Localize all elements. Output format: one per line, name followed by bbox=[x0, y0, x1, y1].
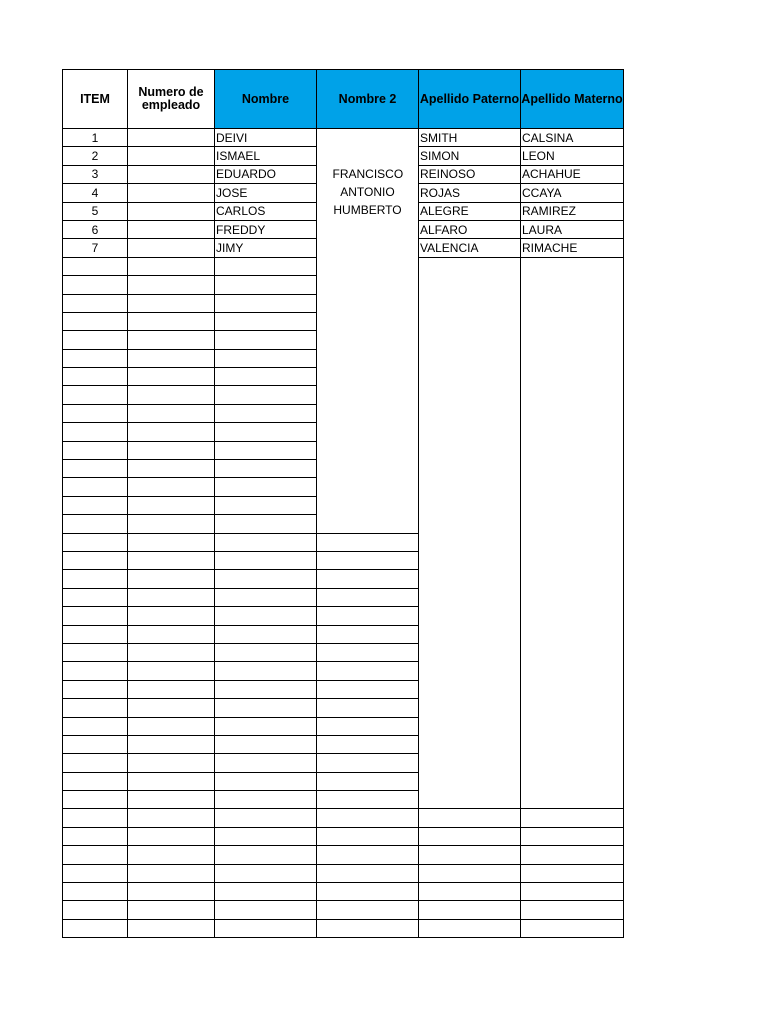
table-row bbox=[63, 846, 624, 864]
nombre-cell[interactable] bbox=[215, 515, 317, 533]
nombre-cell[interactable]: CARLOS bbox=[215, 202, 317, 220]
nombre-cell[interactable]: EDUARDO bbox=[215, 165, 317, 183]
header-nombre[interactable]: Nombre bbox=[215, 70, 317, 129]
nombre-cell[interactable]: FREDDY bbox=[215, 220, 317, 238]
item-cell[interactable] bbox=[63, 404, 128, 422]
nombre-cell[interactable] bbox=[215, 551, 317, 569]
apellido-paterno-merged-cell[interactable] bbox=[419, 257, 521, 809]
item-cell[interactable] bbox=[63, 772, 128, 790]
item-cell[interactable] bbox=[63, 643, 128, 661]
item-cell[interactable] bbox=[63, 368, 128, 386]
nombre-cell[interactable]: JIMY bbox=[215, 239, 317, 257]
item-cell[interactable] bbox=[63, 791, 128, 809]
numero-empleado-cell[interactable] bbox=[128, 827, 215, 845]
item-cell[interactable] bbox=[63, 735, 128, 753]
apellido-materno-cell[interactable]: RIMACHE bbox=[521, 239, 624, 257]
numero-empleado-cell[interactable] bbox=[128, 423, 215, 441]
nombre-2-cell[interactable] bbox=[317, 827, 419, 845]
apellido-materno-cell[interactable]: ACHAHUE bbox=[521, 165, 624, 183]
nombre-cell[interactable] bbox=[215, 919, 317, 937]
nombre-cell[interactable] bbox=[215, 404, 317, 422]
nombre-cell[interactable] bbox=[215, 680, 317, 698]
item-cell[interactable] bbox=[63, 386, 128, 404]
item-cell[interactable] bbox=[63, 809, 128, 827]
numero-empleado-cell[interactable] bbox=[128, 643, 215, 661]
apellido-materno-cell[interactable] bbox=[521, 919, 624, 937]
numero-empleado-cell[interactable] bbox=[128, 404, 215, 422]
numero-empleado-cell[interactable] bbox=[128, 772, 215, 790]
numero-empleado-cell[interactable] bbox=[128, 331, 215, 349]
nombre-2-value: FRANCISCO ANTONIO HUMBERTO bbox=[332, 167, 404, 217]
table-row bbox=[63, 919, 624, 937]
item-cell[interactable]: 6 bbox=[63, 220, 128, 238]
nombre-cell[interactable] bbox=[215, 662, 317, 680]
nombre-cell[interactable] bbox=[215, 735, 317, 753]
nombre-2-cell[interactable] bbox=[317, 607, 419, 625]
item-cell[interactable] bbox=[63, 478, 128, 496]
nombre-2-cell[interactable] bbox=[317, 625, 419, 643]
nombre-cell[interactable]: ISMAEL bbox=[215, 147, 317, 165]
numero-empleado-cell[interactable] bbox=[128, 460, 215, 478]
nombre-2-cell[interactable] bbox=[317, 864, 419, 882]
item-cell[interactable]: 3 bbox=[63, 165, 128, 183]
item-cell[interactable] bbox=[63, 294, 128, 312]
apellido-materno-cell[interactable]: CALSINA bbox=[521, 129, 624, 147]
nombre-cell[interactable] bbox=[215, 496, 317, 514]
table-row bbox=[63, 809, 624, 827]
numero-empleado-cell[interactable] bbox=[128, 220, 215, 238]
numero-empleado-cell[interactable] bbox=[128, 864, 215, 882]
numero-empleado-cell[interactable] bbox=[128, 257, 215, 275]
numero-empleado-cell[interactable] bbox=[128, 570, 215, 588]
apellido-materno-cell[interactable]: CCAYA bbox=[521, 184, 624, 202]
apellido-materno-cell[interactable]: RAMIREZ bbox=[521, 202, 624, 220]
header-apellido-materno[interactable]: Apellido Materno bbox=[521, 70, 624, 129]
nombre-cell[interactable] bbox=[215, 846, 317, 864]
table-row bbox=[63, 864, 624, 882]
item-cell[interactable] bbox=[63, 423, 128, 441]
numero-empleado-cell[interactable] bbox=[128, 551, 215, 569]
nombre-cell[interactable] bbox=[215, 699, 317, 717]
item-cell[interactable] bbox=[63, 515, 128, 533]
table-row bbox=[63, 883, 624, 901]
numero-empleado-cell[interactable] bbox=[128, 129, 215, 147]
header-numero-empleado[interactable]: Numero de empleado bbox=[128, 70, 215, 129]
nombre-cell[interactable] bbox=[215, 864, 317, 882]
item-cell[interactable] bbox=[63, 496, 128, 514]
nombre-cell[interactable]: DEIVI bbox=[215, 129, 317, 147]
apellido-materno-cell[interactable]: LAURA bbox=[521, 220, 624, 238]
numero-empleado-cell[interactable] bbox=[128, 662, 215, 680]
item-cell[interactable] bbox=[63, 919, 128, 937]
apellido-materno-cell[interactable] bbox=[521, 827, 624, 845]
nombre-cell[interactable]: JOSE bbox=[215, 184, 317, 202]
nombre-2-cell[interactable] bbox=[317, 735, 419, 753]
nombre-cell[interactable] bbox=[215, 570, 317, 588]
table-body bbox=[63, 70, 624, 938]
nombre-cell[interactable] bbox=[215, 588, 317, 606]
item-cell[interactable] bbox=[63, 276, 128, 294]
table-row bbox=[63, 901, 624, 919]
numero-empleado-cell[interactable] bbox=[128, 809, 215, 827]
nombre-2-cell[interactable] bbox=[317, 846, 419, 864]
numero-empleado-cell[interactable] bbox=[128, 717, 215, 735]
item-cell[interactable] bbox=[63, 533, 128, 551]
item-cell[interactable]: 1 bbox=[63, 129, 128, 147]
apellido-paterno-cell[interactable]: VALENCIA bbox=[419, 239, 521, 257]
employee-table bbox=[62, 69, 624, 938]
numero-empleado-cell[interactable] bbox=[128, 276, 215, 294]
apellido-materno-cell[interactable] bbox=[521, 883, 624, 901]
item-cell[interactable] bbox=[63, 607, 128, 625]
item-cell[interactable] bbox=[63, 551, 128, 569]
nombre-cell[interactable] bbox=[215, 368, 317, 386]
nombre-cell[interactable] bbox=[215, 294, 317, 312]
nombre-2-cell[interactable] bbox=[317, 754, 419, 772]
numero-empleado-cell[interactable] bbox=[128, 386, 215, 404]
item-cell[interactable]: 5 bbox=[63, 202, 128, 220]
nombre-cell[interactable] bbox=[215, 331, 317, 349]
apellido-paterno-cell[interactable]: ALFARO bbox=[419, 220, 521, 238]
header-apellido-paterno[interactable]: Apellido Paterno bbox=[419, 70, 521, 129]
numero-empleado-cell[interactable] bbox=[128, 165, 215, 183]
numero-empleado-cell[interactable] bbox=[128, 533, 215, 551]
nombre-cell[interactable] bbox=[215, 717, 317, 735]
apellido-materno-cell[interactable] bbox=[521, 864, 624, 882]
item-cell[interactable] bbox=[63, 754, 128, 772]
numero-empleado-cell[interactable] bbox=[128, 294, 215, 312]
nombre-cell[interactable] bbox=[215, 883, 317, 901]
nombre-2-cell[interactable] bbox=[317, 901, 419, 919]
numero-empleado-cell[interactable] bbox=[128, 147, 215, 165]
nombre-2-cell[interactable] bbox=[317, 809, 419, 827]
apellido-materno-cell[interactable] bbox=[521, 809, 624, 827]
numero-empleado-cell[interactable] bbox=[128, 368, 215, 386]
apellido-paterno-cell[interactable] bbox=[419, 883, 521, 901]
nombre-cell[interactable] bbox=[215, 478, 317, 496]
table-row bbox=[63, 827, 624, 845]
nombre-cell[interactable] bbox=[215, 607, 317, 625]
numero-empleado-cell[interactable] bbox=[128, 441, 215, 459]
numero-empleado-cell[interactable] bbox=[128, 791, 215, 809]
apellido-paterno-cell[interactable] bbox=[419, 919, 521, 937]
numero-empleado-cell[interactable] bbox=[128, 515, 215, 533]
item-cell[interactable] bbox=[63, 460, 128, 478]
numero-empleado-cell[interactable] bbox=[128, 699, 215, 717]
apellido-paterno-cell[interactable]: SMITH bbox=[419, 129, 521, 147]
item-cell[interactable] bbox=[63, 588, 128, 606]
apellido-paterno-cell[interactable] bbox=[419, 901, 521, 919]
item-cell[interactable] bbox=[63, 717, 128, 735]
apellido-paterno-cell[interactable]: ROJAS bbox=[419, 184, 521, 202]
item-cell[interactable] bbox=[63, 901, 128, 919]
numero-empleado-cell[interactable] bbox=[128, 754, 215, 772]
nombre-2-cell[interactable] bbox=[317, 772, 419, 790]
apellido-paterno-cell[interactable]: ALEGRE bbox=[419, 202, 521, 220]
item-cell[interactable]: 7 bbox=[63, 239, 128, 257]
nombre-cell[interactable] bbox=[215, 423, 317, 441]
header-nombre-2[interactable]: Nombre 2 bbox=[317, 70, 419, 129]
item-cell[interactable] bbox=[63, 662, 128, 680]
apellido-paterno-cell[interactable] bbox=[419, 827, 521, 845]
nombre-cell[interactable] bbox=[215, 312, 317, 330]
nombre-cell[interactable] bbox=[215, 643, 317, 661]
nombre-2-cell[interactable] bbox=[317, 662, 419, 680]
numero-empleado-cell[interactable] bbox=[128, 184, 215, 202]
item-cell[interactable] bbox=[63, 680, 128, 698]
item-cell[interactable]: 4 bbox=[63, 184, 128, 202]
nombre-cell[interactable] bbox=[215, 901, 317, 919]
nombre-2-cell[interactable] bbox=[317, 551, 419, 569]
numero-empleado-cell[interactable] bbox=[128, 846, 215, 864]
nombre-cell[interactable] bbox=[215, 791, 317, 809]
item-cell[interactable] bbox=[63, 570, 128, 588]
nombre-2-cell[interactable] bbox=[317, 699, 419, 717]
nombre-2-cell[interactable] bbox=[317, 717, 419, 735]
numero-empleado-cell[interactable] bbox=[128, 496, 215, 514]
numero-empleado-cell[interactable] bbox=[128, 883, 215, 901]
table-row bbox=[63, 129, 624, 147]
nombre-2-cell[interactable] bbox=[317, 643, 419, 661]
header-row bbox=[63, 70, 624, 129]
item-cell[interactable] bbox=[63, 827, 128, 845]
item-cell[interactable] bbox=[63, 864, 128, 882]
apellido-materno-cell[interactable] bbox=[521, 901, 624, 919]
numero-empleado-cell[interactable] bbox=[128, 202, 215, 220]
header-item[interactable]: ITEM bbox=[63, 70, 128, 129]
apellido-paterno-cell[interactable]: SIMON bbox=[419, 147, 521, 165]
nombre-cell[interactable] bbox=[215, 386, 317, 404]
apellido-materno-cell[interactable]: LEON bbox=[521, 147, 624, 165]
numero-empleado-cell[interactable] bbox=[128, 478, 215, 496]
nombre-2-cell[interactable] bbox=[317, 570, 419, 588]
numero-empleado-cell[interactable] bbox=[128, 901, 215, 919]
nombre-cell[interactable] bbox=[215, 441, 317, 459]
nombre-cell[interactable] bbox=[215, 276, 317, 294]
numero-empleado-cell[interactable] bbox=[128, 239, 215, 257]
nombre-cell[interactable] bbox=[215, 809, 317, 827]
apellido-materno-cell[interactable] bbox=[521, 846, 624, 864]
numero-empleado-cell[interactable] bbox=[128, 919, 215, 937]
item-cell[interactable] bbox=[63, 312, 128, 330]
item-cell[interactable] bbox=[63, 846, 128, 864]
numero-empleado-cell[interactable] bbox=[128, 312, 215, 330]
item-cell[interactable] bbox=[63, 699, 128, 717]
nombre-cell[interactable] bbox=[215, 625, 317, 643]
apellido-paterno-cell[interactable] bbox=[419, 846, 521, 864]
apellido-paterno-cell[interactable]: REINOSO bbox=[419, 165, 521, 183]
numero-empleado-cell[interactable] bbox=[128, 735, 215, 753]
nombre-cell[interactable] bbox=[215, 460, 317, 478]
apellido-paterno-cell[interactable] bbox=[419, 809, 521, 827]
numero-empleado-cell[interactable] bbox=[128, 607, 215, 625]
item-cell[interactable] bbox=[63, 349, 128, 367]
numero-empleado-cell[interactable] bbox=[128, 680, 215, 698]
apellido-paterno-cell[interactable] bbox=[419, 864, 521, 882]
nombre-2-cell[interactable] bbox=[317, 919, 419, 937]
nombre-2-cell[interactable] bbox=[317, 883, 419, 901]
numero-empleado-cell[interactable] bbox=[128, 349, 215, 367]
apellido-materno-merged-cell[interactable] bbox=[521, 257, 624, 809]
item-cell[interactable] bbox=[63, 257, 128, 275]
nombre-cell[interactable] bbox=[215, 533, 317, 551]
nombre-2-cell[interactable] bbox=[317, 680, 419, 698]
nombre-cell[interactable] bbox=[215, 827, 317, 845]
item-cell[interactable]: 2 bbox=[63, 147, 128, 165]
nombre-2-cell[interactable] bbox=[317, 533, 419, 551]
numero-empleado-cell[interactable] bbox=[128, 625, 215, 643]
nombre-cell[interactable] bbox=[215, 257, 317, 275]
nombre-cell[interactable] bbox=[215, 349, 317, 367]
nombre-2-cell[interactable] bbox=[317, 791, 419, 809]
nombre-2-cell[interactable] bbox=[317, 588, 419, 606]
item-cell[interactable] bbox=[63, 331, 128, 349]
nombre-cell[interactable] bbox=[215, 754, 317, 772]
numero-empleado-cell[interactable] bbox=[128, 588, 215, 606]
nombre-2-merged-cell[interactable] bbox=[317, 129, 419, 534]
item-cell[interactable] bbox=[63, 625, 128, 643]
item-cell[interactable] bbox=[63, 883, 128, 901]
item-cell[interactable] bbox=[63, 441, 128, 459]
nombre-cell[interactable] bbox=[215, 772, 317, 790]
